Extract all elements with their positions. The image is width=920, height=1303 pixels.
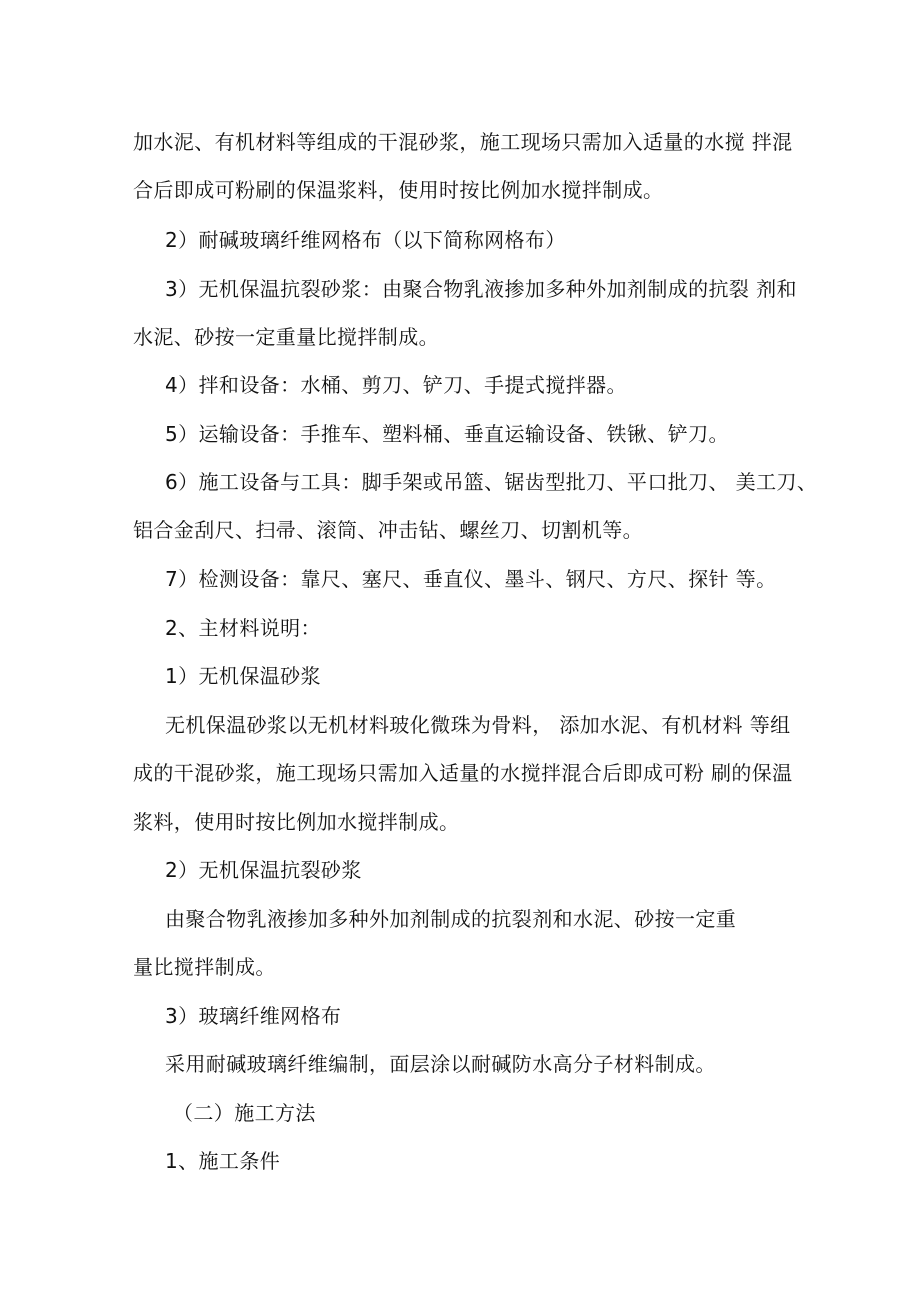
text-line: 4）拌和设备：水桶、剪刀、铲刀、手提式搅拌器。 xyxy=(165,373,627,397)
text-line: 由聚合物乳液掺加多种外加剂制成的抗裂剂和水泥、砂按一定重 xyxy=(165,907,737,931)
text-line: 2）耐碱玻璃纤维网格布（以下简称网格布） xyxy=(165,228,566,252)
text-line: 3）玻璃纤维网格布 xyxy=(165,1004,342,1028)
text-line: 1、施工条件 xyxy=(165,1149,281,1173)
text-line: 3）无机保温抗裂砂浆：由聚合物乳液掺加多种外加剂制成的抗裂 剂和 xyxy=(165,277,797,301)
text-line: 2）无机保温抗裂砂浆 xyxy=(165,858,362,882)
text-line: 2、主材料说明： xyxy=(165,616,321,640)
text-line: 1）无机保温砂浆 xyxy=(165,664,321,688)
text-line: 7）检测设备：靠尺、塞尺、垂直仪、墨斗、钢尺、方尺、探针 等。 xyxy=(165,567,777,591)
text-line: 水泥、砂按一定重量比搅拌制成。 xyxy=(133,325,439,349)
text-line: 合后即成可粉刷的保温浆料，使用时按比例加水搅拌制成。 xyxy=(133,178,664,202)
section-heading: （二）施工方法 xyxy=(173,1101,316,1125)
text-line: 采用耐碱玻璃纤维编制，面层涂以耐碱防水高分子材料制成。 xyxy=(165,1052,716,1076)
text-line: 量比搅拌制成。 xyxy=(133,955,276,979)
text-line: 无机保温砂浆以无机材料玻化微珠为骨料， 添加水泥、有机材料 等组 xyxy=(165,713,791,737)
text-line: 铝合金刮尺、扫帚、滚筒、冲击钻、螺丝刀、切割机等。 xyxy=(133,518,643,542)
text-line: 6）施工设备与工具：脚手架或吊篮、锯齿型批刀、平口批刀、 美工刀、 xyxy=(165,470,818,494)
text-line: 加水泥、有机材料等组成的干混砂浆，施工现场只需加入适量的水搅 拌混 xyxy=(133,130,793,154)
text-line: 5）运输设备：手推车、塑料桶、垂直运输设备、铁锹、铲刀。 xyxy=(165,422,729,446)
text-line: 浆料，使用时按比例加水搅拌制成。 xyxy=(133,810,460,834)
text-line: 成的干混砂浆，施工现场只需加入适量的水搅拌混合后即成可粉 刷的保温 xyxy=(133,761,793,785)
